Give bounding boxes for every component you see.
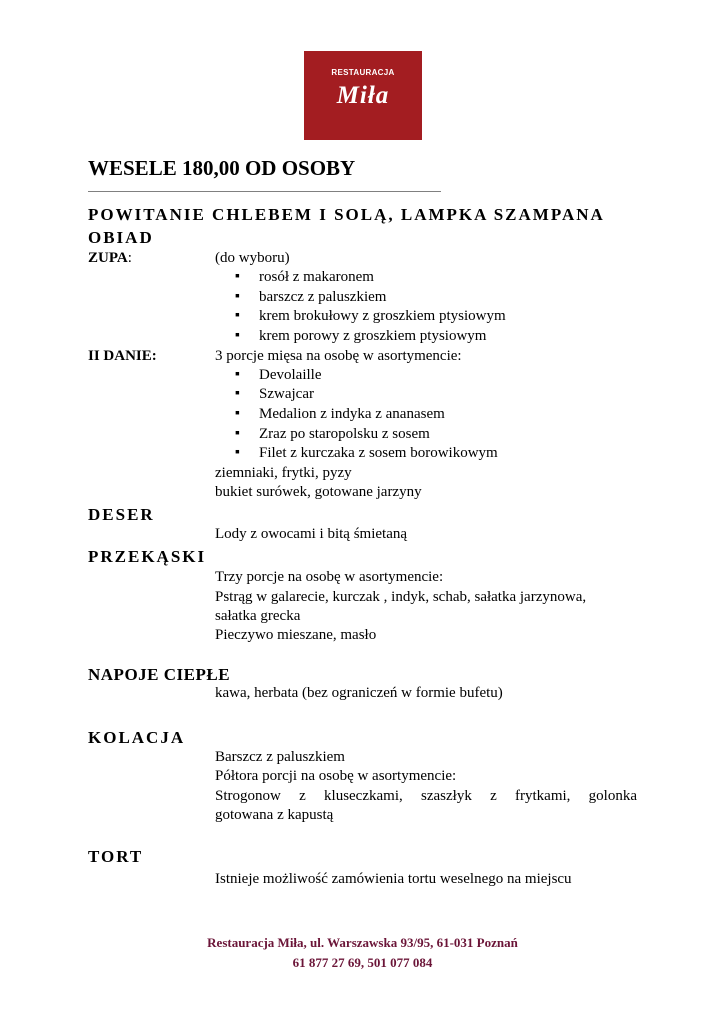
zupa-item: barszcz z paluszkiem xyxy=(259,289,387,305)
zupa-label-colon: : xyxy=(127,250,132,266)
powitanie-heading: POWITANIE CHLEBEM I SOLĄ, LAMPKA SZAMPANA xyxy=(88,205,605,224)
tort-heading: TORT xyxy=(88,847,144,866)
przekaski-heading: PRZEKĄSKI xyxy=(88,547,207,566)
kolacja-line-1: Barszcz z paluszkiem xyxy=(215,749,345,765)
zupa-intro: (do wyboru) xyxy=(215,250,290,266)
kolacja-line-3: Strogonow z kluseczkami, szaszłyk z frytkami, golonka xyxy=(215,788,637,804)
footer-address: Restauracja Miła, ul. Warszawska 93/95, 61-031 Poznań xyxy=(207,935,518,950)
restaurant-logo xyxy=(304,51,422,140)
footer-phones: 61 877 27 69, 501 077 084 xyxy=(292,955,433,970)
przekaski-line-4: Pieczywo mieszane, masło xyxy=(215,627,377,643)
przekaski-line-3: sałatka grecka xyxy=(215,608,301,624)
przekaski-line-1: Trzy porcje na osobę w asortymencie: xyxy=(215,569,444,585)
ii-danie-intro: 3 porcje mięsa na osobę w asortymencie: xyxy=(215,348,462,364)
zupa-item: krem porowy z groszkiem ptysiowym xyxy=(259,328,487,344)
ii-danie-label: II DANIE: xyxy=(88,348,157,364)
napoje-text: kawa, herbata (bez ograniczeń w formie bufetu) xyxy=(215,685,503,701)
przekaski-line-2: Pstrąg w galarecie, kurczak , indyk, schab, sałatka jarzynowa, xyxy=(215,589,587,605)
kolacja-heading: KOLACJA xyxy=(88,728,186,747)
danie-item: Zraz po staropolsku z sosem xyxy=(259,426,430,442)
zupa-label xyxy=(88,250,132,267)
napoje-heading: NAPOJE CIEPŁE xyxy=(88,665,231,684)
zupa-item: krem brokułowy z groszkiem ptysiowym xyxy=(259,308,506,324)
deser-text: Lody z owocami i bitą śmietaną xyxy=(215,526,408,542)
danie-item: Devolaille xyxy=(259,367,322,383)
deser-heading: DESER xyxy=(88,505,155,524)
logo-subtitle: RESTAURACJA xyxy=(331,68,395,77)
zupa-item: rosół z makaronem xyxy=(259,269,374,285)
obiad-extra-1: ziemniaki, frytki, pyzy xyxy=(215,465,352,481)
logo-name: Miła xyxy=(336,82,390,109)
danie-item: Filet z kurczaka z sosem borowikowym xyxy=(259,445,498,461)
danie-item: Medalion z indyka z ananasem xyxy=(259,406,445,422)
page-title: WESELE 180,00 OD OSOBY xyxy=(88,156,356,180)
tort-text: Istnieje możliwość zamówienia tortu weselnego na miejscu xyxy=(215,871,572,887)
danie-item: Szwajcar xyxy=(259,386,314,402)
title-divider xyxy=(88,191,441,192)
obiad-heading: OBIAD xyxy=(88,228,154,247)
obiad-extra-2: bukiet surówek, gotowane jarzyny xyxy=(215,484,422,500)
zupa-label-text: ZUPA xyxy=(88,250,128,266)
kolacja-line-2: Półtora porcji na osobę w asortymencie: xyxy=(215,768,457,784)
kolacja-line-4: gotowana z kapustą xyxy=(215,807,334,823)
